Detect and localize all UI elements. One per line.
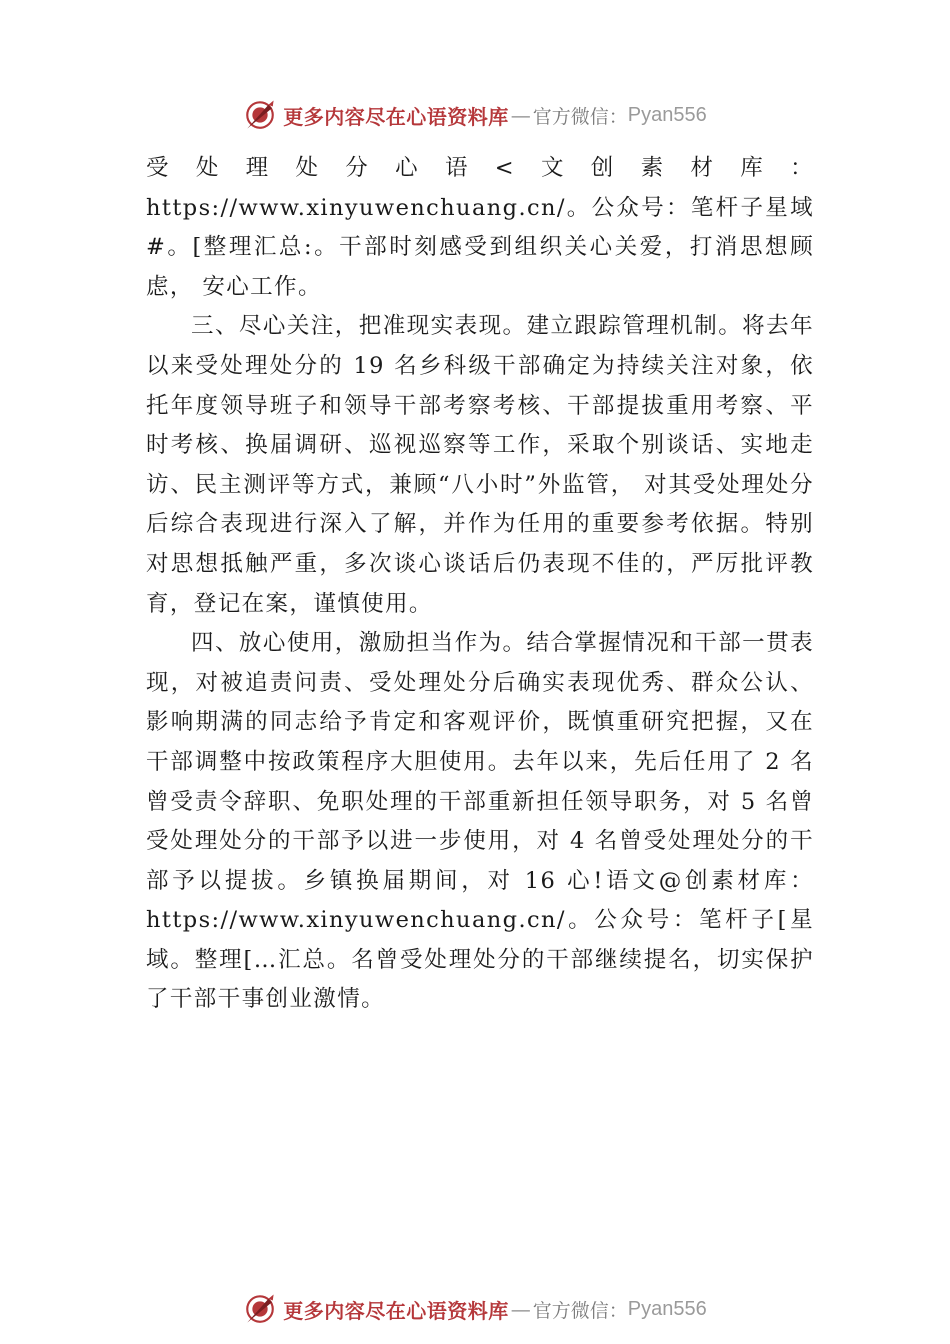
footer-banner-dash: — xyxy=(510,1297,531,1321)
header-wechat-id: Pyan556 xyxy=(627,103,707,126)
paragraph-3: 四、放心使用，激励担当作为。结合掌握情况和干部一贯表现，对被追责问责、受处理处分后确实表现优秀、群众公认、影响期满的同志给予肯定和客观评价，既慎重研究把握，又在干部调整中按政策程序大胆使用。去年以来，先后任用了 2 名曾受责令辞职、免职处理的干部重新担任领导职务，对 5 名曾受处理处分的干部予以进一步使用，对 4 名曾受处理处分的干部予以提拔。乡镇换届期间，对 16 心!语文@创素材库：https://www.xinyuwenchuang.cn/。公众号：笔杆子[星域。整理[…汇总。名曾受处理处分的干部继续提名，切实保护了干部干事创业激情。 xyxy=(146,630,814,1013)
footer-wechat-label: 官方微信： xyxy=(532,1299,628,1322)
footer-banner-text: 更多内容尽在心语资料库 xyxy=(283,1298,509,1323)
footer-wechat-id: Pyan556 xyxy=(627,1297,707,1320)
paragraph-2: 三、尽心关注，把准现实表现。建立跟踪管理机制。将去年以来受处理处分的 19 名乡科级干部确定为持续关注对象，依托年度领导班子和领导干部考察考核、干部提拔重用考察、平时考核、换届调研、巡视巡察等工作，采取个别谈话、实地走访、民主测评等方式，兼顾“八小时”外监管， 对其受处理处分后综合表现进行深入了解，并作为任用的重要参考依据。特别对思想抵触严重，多次谈心谈话后仍表现不佳的，严厉批评教育，登记在案，谨慎使用。 xyxy=(146,313,814,617)
quill-pen-logo-icon xyxy=(243,1292,277,1326)
header-wechat-label: 官方微信： xyxy=(532,105,628,128)
header-banner-text: 更多内容尽在心语资料库 xyxy=(283,104,509,129)
quill-pen-logo-icon xyxy=(243,98,277,132)
header-banner[interactable] xyxy=(0,95,950,135)
document-body xyxy=(146,149,814,1020)
header-banner-dash: — xyxy=(510,103,531,127)
footer-banner[interactable] xyxy=(0,1289,950,1329)
paragraph-1: 受处理处分心语<文创素材库：https://www.xinyuwenchuang.cn/。公众号：笔杆子星域#。[整理汇总:。干部时刻感受到组织关心关爱，打消思想顾虑， 安心工作。 xyxy=(146,155,814,300)
